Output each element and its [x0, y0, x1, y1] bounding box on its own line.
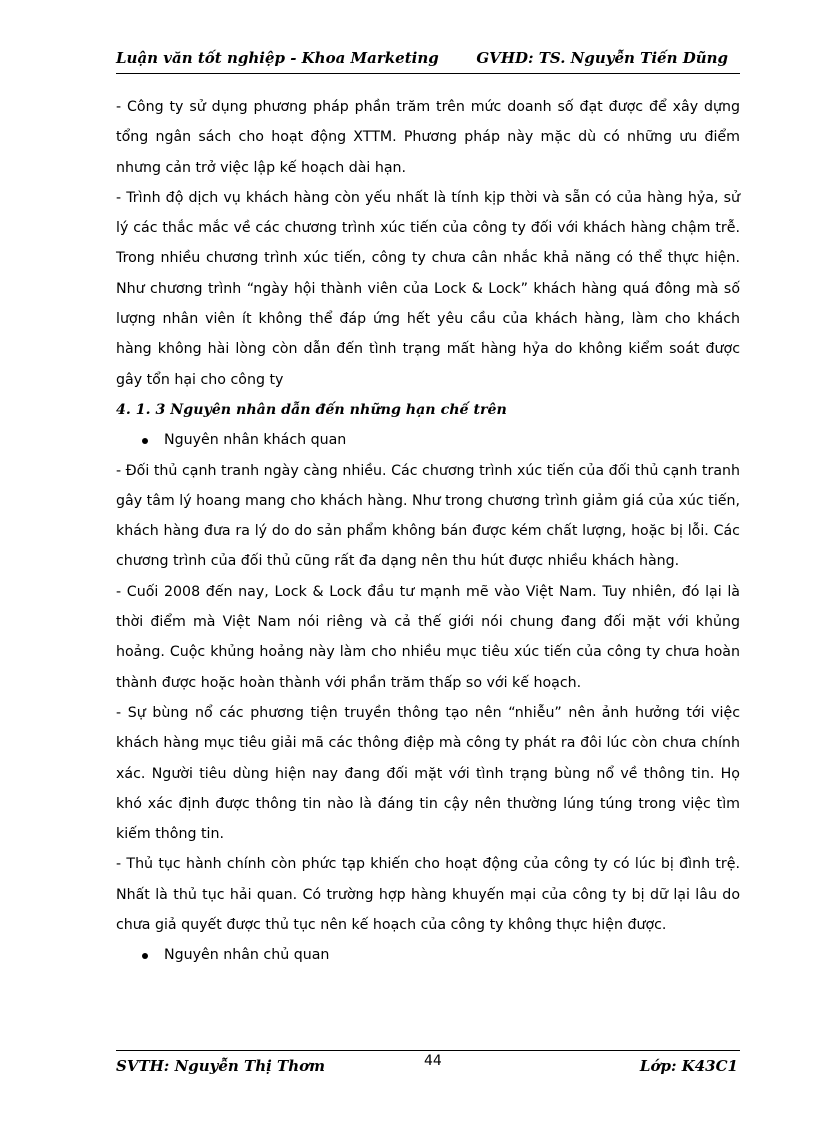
paragraph-media-noise: - Sự bùng nổ các phương tiện truyền thông tạo nên “nhiễu” nên ảnh hưởng tới việc khách hàng mục tiêu giải mã các thông điệp mà công ty phát ra đôi lúc còn chưa chính xác. Người tiêu dùng hiện nay đang đối mặt với tình trạng bùng nổ về thông tin. Họ khó xác định được thông tin nào là đáng tin cậy nên thường lúng túng trong việc tìm kiếm thông tin.: [116, 704, 740, 843]
header-thesis-title: Luận văn tốt nghiệp - Khoa Marketing: [116, 49, 439, 67]
bullet-label: Nguyên nhân chủ quan: [164, 947, 330, 964]
paragraph-competitors: - Đối thủ cạnh tranh ngày càng nhiều. Các chương trình xúc tiến của đối thủ cạnh tranh gây tâm lý hoang mang cho khách hàng. Như trong chương trình giảm giá của xúc tiến, khách hàng đưa ra lý do do sản phẩm không bán được kém chất lượng, hoặc bị lỗi. Các chương trình của đối thủ cũng rất đa dạng nên thu hút được nhiều khách hàng.: [116, 462, 740, 570]
page-footer: [116, 1050, 740, 1081]
paragraph-budget-method: - Công ty sử dụng phương pháp phần trăm trên mức doanh số đạt được để xây dựng tổng ngân sách cho hoạt động XTTM. Phương pháp này mặc dù có những ưu điểm nhưng cản trở việc lập kế hoạch dài hạn.: [116, 99, 740, 176]
bullet-icon: [142, 438, 148, 444]
bullet-label: Nguyên nhân khách quan: [164, 432, 347, 449]
page-number: 44: [424, 1053, 442, 1069]
paragraph-customer-service: - Trình độ dịch vụ khách hàng còn yếu nhất là tính kịp thời và sẵn có của hàng hỷa, sử lý các thắc mắc về các chương trình xúc tiến của công ty đối với khách hàng chậm trễ. Trong nhiều chương trình xúc tiến, công ty chưa cân nhắc khả năng có thể thực hiện. Như chương trình “ngày hội thành viên của Lock & Lock” khách hàng quá đông mà số lượng nhân viên ít không thể đáp ứng hết yêu cầu của khách hàng, làm cho khách hàng không hài lòng còn dẫn đến tình trạng mất hàng hỷa do không kiểm soát được gây tổn hại cho công ty: [116, 189, 740, 388]
bullet-icon: [142, 953, 148, 959]
page-header: [116, 47, 740, 74]
bullet-item-objective: [116, 425, 740, 455]
footer-class: Lớp: K43C1: [639, 1057, 738, 1075]
bullet-item-subjective: [116, 940, 740, 970]
footer-student: SVTH: Nguyễn Thị Thơm: [116, 1057, 325, 1075]
header-supervisor: GVHD: TS. Nguyễn Tiến Dũng: [476, 49, 728, 67]
paragraph-crisis: - Cuối 2008 đến nay, Lock & Lock đầu tư mạnh mẽ vào Việt Nam. Tuy nhiên, đó lại là thời điểm mà Việt Nam nói riêng và cả thế giới nói chung đang đối mặt với khủng hoảng. Cuộc khủng hoảng này làm cho nhiều mục tiêu xúc tiến của công ty chưa hoàn thành được hoặc hoàn thành với phần trăm thấp so với kế hoạch.: [116, 583, 740, 691]
section-heading: 4. 1. 3 Nguyên nhân dẫn đến những hạn chế trên: [116, 401, 507, 418]
paragraph-administrative: - Thủ tục hành chính còn phức tạp khiến cho hoạt động của công ty có lúc bị đình trệ. Nhất là thủ tục hải quan. Có trường hợp hàng khuyến mại của công ty bị dữ lại lâu do chưa giả quyết được thủ tục nên kế hoạch của công ty không thực hiện được.: [116, 856, 740, 934]
page-body: [116, 92, 740, 971]
